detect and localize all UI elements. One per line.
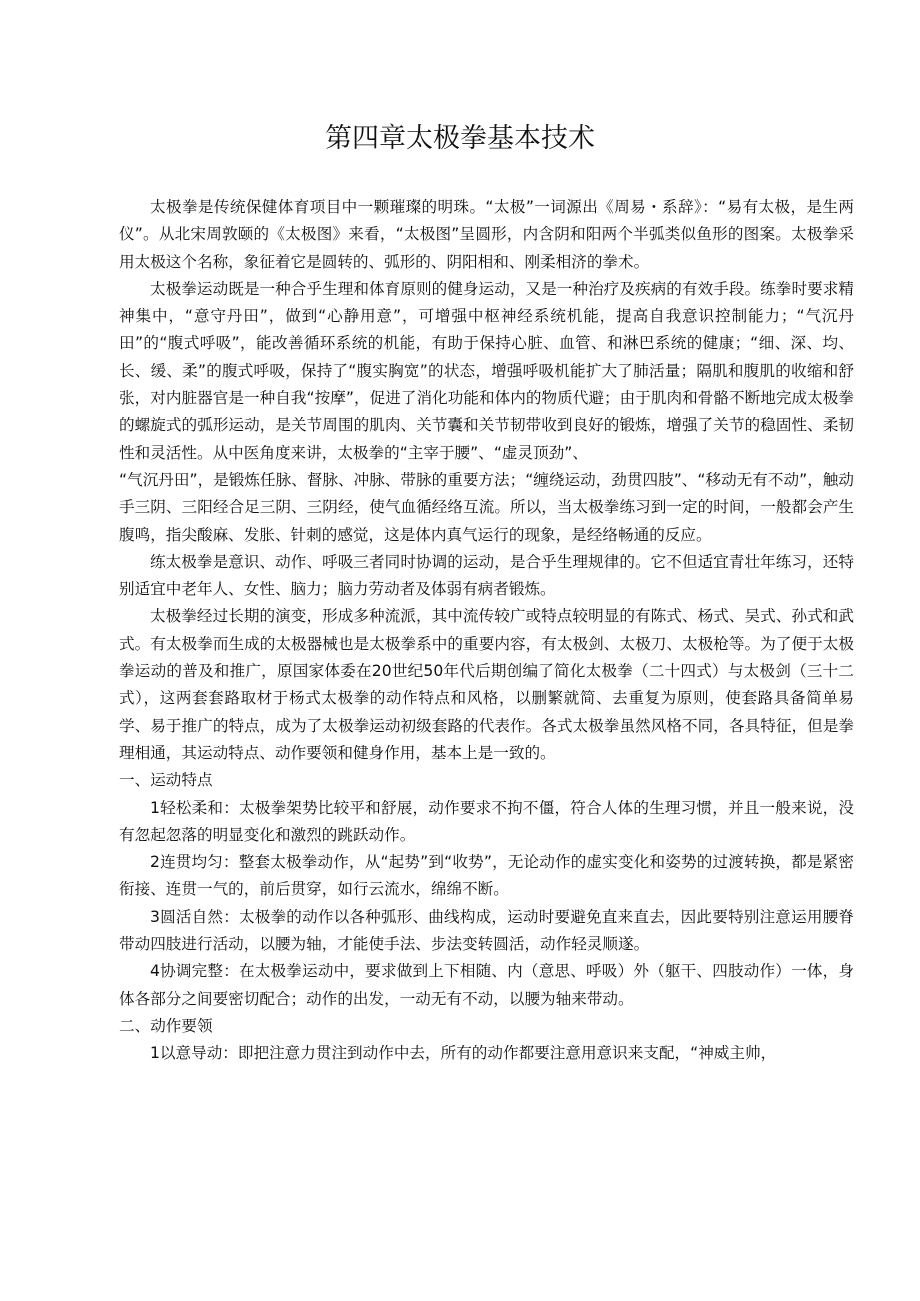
- section-heading-features: 一、运动特点: [119, 771, 213, 790]
- feature-item-4: 4协调完整：在太极拳运动中，要求做到上下相随、内（意思、呼吸）外（躯干、四肢动作）一体，身体各部分之间要密切配合；动作的出发，一动无有不动，以腰为轴来带动。: [119, 962, 854, 1008]
- paragraph-meridians: “气沉丹田”，是锻炼任脉、督脉、冲脉、带脉的重要方法；“缠绕运动，劲贯四肢”、“移动无有不动”，触动手三阴、三阳经合足三阴、三阴经，使气血循经络互流。所以，当太极拳练习到一定的时间，一般都会产生腹鸣，指尖酸麻、发胀、针刺的感觉，这是体内真气运行的现象，是经络畅通的反应。: [119, 470, 854, 544]
- paragraph-coordination: 练太极拳是意识、动作、呼吸三者同时协调的运动，是合乎生理规律的。它不但适宜青壮年练习，还特别适宜中老年人、女性、脑力；脑力劳动者及体弱有病者锻炼。: [119, 552, 854, 599]
- feature-item-3: 3圆活自然：太极拳的动作以各种弧形、曲线构成，运动时要避免直来直去，因此要特别注意运用腰脊带动四肢进行活动，以腰为轴，才能使手法、步法变转圆活，动作轻灵顺遂。: [119, 907, 854, 954]
- paragraph-styles: 太极拳经过长期的演变，形成多种流派，其中流传较广或特点较明显的有陈式、杨式、吴式、孙式和武式。有太极拳而生成的太极器械也是太极拳系中的重要内容，有太极剑、太极刀、太极枪等。为了便于太极拳运动的普及和推广，原国家体委在20世纪50年代后期创编了简化太极拳（二十四式）与太极剑（三十二式），这两套套路取材于杨式太极拳的动作特点和风格，以删繁就简、去重复为原则，使套路具备简单易学、易于推广的特点，成为了太极拳运动初级套路的代表作。各式太极拳虽然风格不同，各具特征，但是拳理相通，其运动特点、动作要领和健身作用，基本上是一致的。: [119, 607, 854, 762]
- section-heading-essentials: 二、动作要领: [119, 1016, 213, 1035]
- feature-item-2: 2连贯均匀：整套太极拳动作，从“起势”到“收势”，无论动作的虚实变化和姿势的过渡转换，都是紧密衔接、连贯一气的，前后贯穿，如行云流水，绵绵不断。: [119, 853, 854, 899]
- feature-item-1: 1轻松柔和：太极拳架势比较平和舒展，动作要求不拘不僵，符合人体的生理习惯，并且一般来说，没有忽起忽落的明显变化和激烈的跳跃动作。: [119, 798, 854, 844]
- essential-item-1: 1以意导动：即把注意力贯注到动作中去，所有的动作都要注意用意识来支配，“神威主帅，: [150, 1044, 777, 1063]
- chapter-title: 第四章太极拳基本技术: [325, 123, 595, 154]
- paragraph-intro: 太极拳是传统保健体育项目中一颗璀璨的明珠。“太极”一词源出《周易・系辞》：“易有太极，是生两仪”。从北宋周敦颐的《太极图》来看，“太极图”呈圆形，内含阴和阳两个半弧类似鱼形的图案。太极拳采用太极这个名称，象征着它是圆转的、弧形的、阴阳相和、刚柔相济的拳术。: [119, 198, 854, 271]
- document-body: [119, 194, 854, 1068]
- paragraph-health-benefits: 太极拳运动既是一种合乎生理和体育原则的健身运动，又是一种治疗及疾病的有效手段。练拳时要求精神集中，“意守丹田”，做到“心静用意”，可增强中枢神经系统机能，提高自我意识控制能力；“气沉丹田”的“腹式呼吸”，能改善循环系统的机能，有助于保持心脏、血管、和淋巴系统的健康；“细、深、均、长、缓、柔”的腹式呼吸，保持了“腹实胸宽”的状态，增强呼吸机能扩大了肺活量；隔肌和腹肌的收缩和舒张，对内脏器官是一种自我“按摩”，促进了消化功能和体内的物质代避；由于肌肉和骨骼不断地完成太极拳的螺旋式的弧形运动，是关节周围的肌肉、关节囊和关节韧带收到良好的锻炼，增强了关节的稳固性、柔韧性和灵活性。从中医角度来讲，太极拳的“主宰于腰”、“虚灵顶劲”、: [119, 279, 854, 462]
